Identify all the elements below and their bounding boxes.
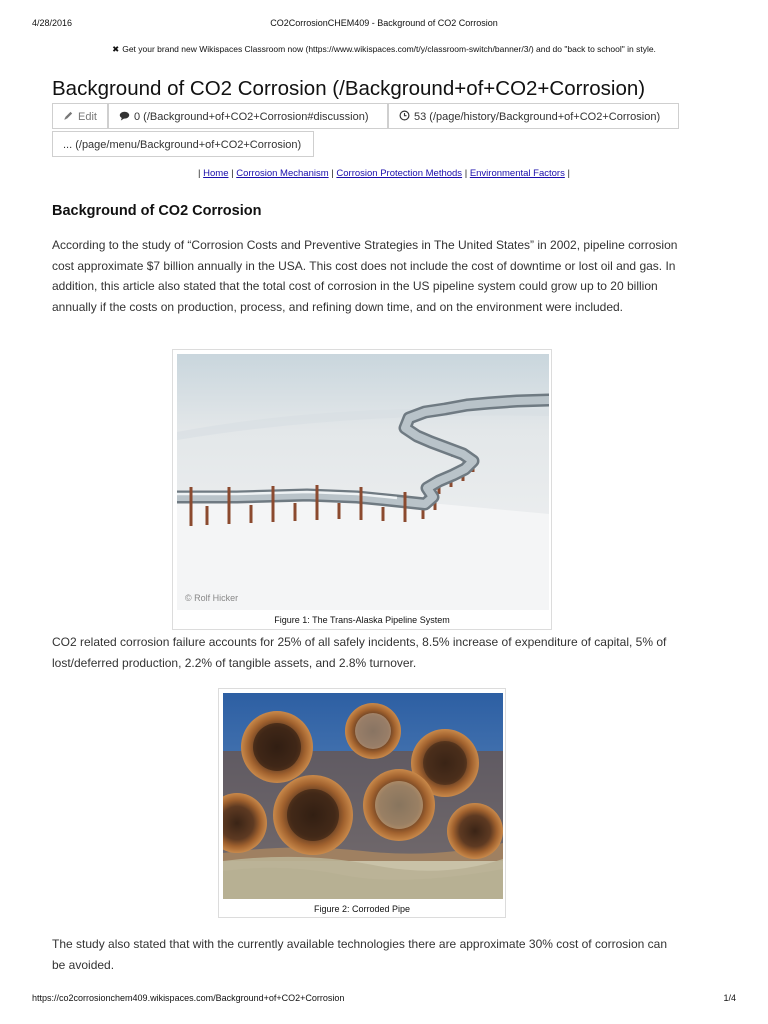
edit-label: Edit [78,111,97,123]
nav-link-corrosion-protection-methods[interactable]: Corrosion Protection Methods [336,168,463,179]
figure-pipeline [172,349,552,630]
paragraph-avoidable-cost: The study also stated that with the currently available technologies there are approximate 30% cost of corrosion can be avoided. [52,937,668,972]
figure-2-caption: Figure 2: Corroded Pipe [313,904,411,914]
history-label: 53 (/page/history/Background+of+CO2+Corrosion) [414,111,661,123]
print-doc-title: CO2CorrosionCHEM409 - Background of CO2 Corrosion [270,18,498,28]
print-page-number: 1/4 [723,993,736,1003]
figure-1-caption: Figure 1: The Trans-Alaska Pipeline System [274,615,450,625]
discussion-button[interactable] [108,103,388,129]
edit-button[interactable] [52,103,108,129]
nav-separator: | [567,168,570,179]
pencil-icon [63,110,74,121]
banner-text[interactable]: Get your brand new Wikispaces Classroom now (https://www.wikispaces.com/t/y/classroom-switch/banner/3/) and do "back to school" in style. [122,44,656,54]
paragraph-failure-statistics: CO2 related corrosion failure accounts for 25% of all safely incidents, 8.5% increase of expenditure of capital, 5% of lost/deferred production, 2.2% of tangible assets, and 2.8% turnover. [52,635,667,670]
nav-link-corrosion-mechanism[interactable]: Corrosion Mechanism [236,168,329,179]
promo-banner [0,44,768,55]
wiki-navigation [0,168,768,179]
clock-icon [399,110,410,121]
page-title: Background of CO2 Corrosion (/Background+of+CO2+Corrosion) [52,77,646,100]
photo-credit: © Rolf Hicker [185,593,239,603]
corroded-pipe-photo [223,693,503,899]
nav-link-home[interactable]: Home [203,168,229,179]
page-menu-button[interactable] [52,131,314,157]
nav-separator: | [198,168,201,179]
close-icon[interactable]: ✖ [112,44,120,54]
print-date: 4/28/2016 [32,18,73,28]
discussion-label: 0 (/Background+of+CO2+Corrosion#discussion) [134,111,369,123]
print-footer-url: https://co2corrosionchem409.wikispaces.com/Background+of+CO2+Corrosion [32,993,345,1003]
nav-link-environmental-factors[interactable]: Environmental Factors [469,168,565,179]
history-button[interactable] [388,103,679,129]
comment-icon [119,111,130,121]
nav-separator: | [464,168,468,179]
nav-separator: | [231,168,234,179]
paragraph-corrosion-cost: According to the study of “Corrosion Costs and Preventive Strategies in The United States” in 2002, pipeline corrosion cost approximate $7 billion annually in the USA. This cost does not include the cost of downtime or lost oil and gas. In addition, this article also stated that the total cost of corrosion in the US pipeline system could grow up to 20 billion annually if the costs on production, process, and refining down time, and on the environment were included. [52,238,678,314]
pipeline-photo [177,354,549,610]
nav-separator: | [331,168,334,179]
page-menu-label: ... (/page/menu/Background+of+CO2+Corrosion) [63,139,302,151]
section-heading: Background of CO2 Corrosion [52,203,262,219]
figure-corroded-pipe [218,688,506,918]
